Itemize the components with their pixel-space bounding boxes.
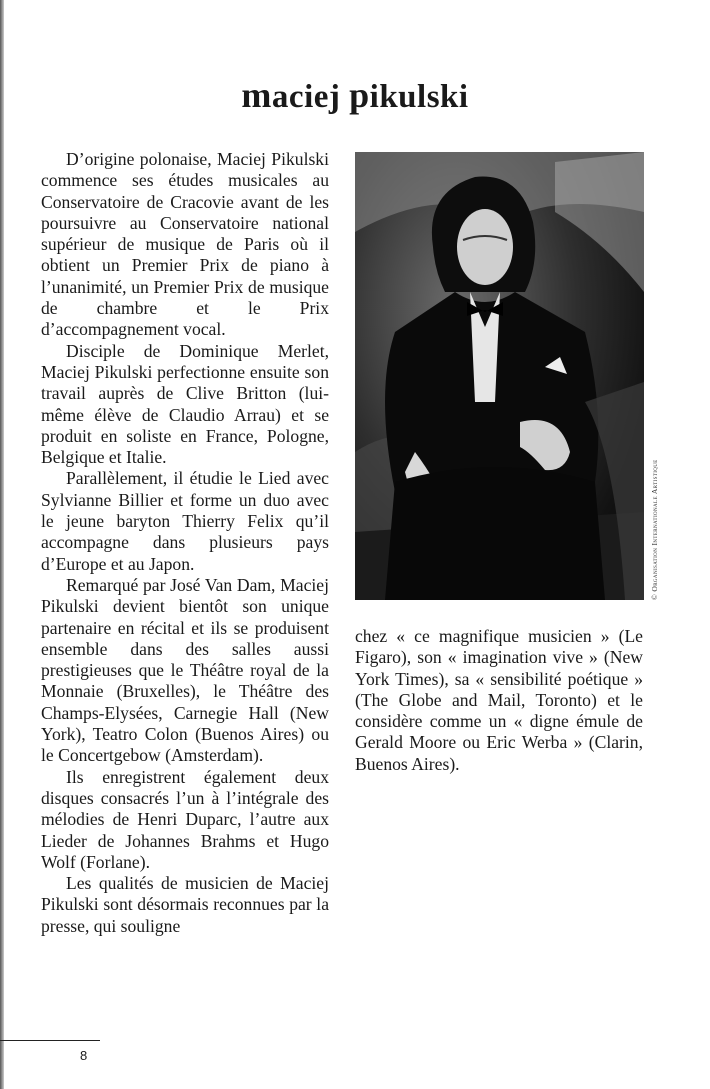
portrait-illustration	[355, 152, 644, 600]
title-initial-m: m	[241, 75, 272, 115]
biography-right-column	[355, 626, 643, 775]
footer-rule	[0, 1040, 100, 1041]
bio-paragraph-6: Les qualités de musicien de Maciej Pikulski sont désormais reconnues par la presse, qui souligne	[41, 873, 329, 936]
portrait-photo	[355, 152, 644, 600]
bio-paragraph-1: D’origine polonaise, Maciej Pikulski commence ses études musicales au Conservatoire de Cracovie avant de les poursuivre au Conservatoire national supérieur de musique de Paris où il obtient un Premier Prix de piano à l’unanimité, un Premier Prix de musique de chambre et le Prix d’accompagnement vocal.	[41, 149, 329, 340]
page-title	[0, 74, 710, 116]
photo-credit: © Organisation Internationale Artistique	[650, 459, 659, 600]
bio-paragraph-4: Remarqué par José Van Dam, Maciej Pikulski devient bientôt son unique partenaire en récital et ils se produisent ensemble dans des salles aussi prestigieuses que le Théâtre royal de la Monnaie (Bruxelles), le Théâtre des Champs-Elysées, Carnegie Hall (New York), Teatro Colon (Buenos Aires) ou le Concertgebow (Amsterdam).	[41, 574, 329, 766]
bio-paragraph-3: Parallèlement, il étudie le Lied avec Sylvianne Billier et forme un duo avec le jeune baryton Thierry Felix qu’il accompagne dans plusieurs pays d’Europe et au Japon.	[41, 468, 329, 574]
scan-edge-shadow	[0, 0, 4, 1089]
bio-paragraph-5: Ils enregistrent également deux disques consacrés l’un à l’intégrale des mélodies de Henri Duparc, l’autre aux Lieder de Johannes Brahms et Hugo Wolf (Forlane).	[41, 766, 329, 872]
bio-continuation-paragraph: chez « ce magnifique musicien » (Le Figaro), son « imagination vive » (New York Times), sa « sensibilité poétique » (The Globe and Mail, Toronto) et le considère comme un « digne émule de Gerald Moore ou Eric Werba » (Clarin, Buenos Aires).	[355, 626, 643, 774]
title-initial-p: p	[349, 75, 370, 115]
title-part-last-name: ikulski	[369, 79, 469, 115]
biography-left-column	[41, 149, 329, 937]
title-part-first-name: aciej	[271, 79, 350, 115]
bio-paragraph-2: Disciple de Dominique Merlet, Maciej Pikulski perfectionne ensuite son travail auprès de Clive Britton (lui-même élève de Claudio Arrau) et se produit en soliste en France, Pologne, Belgique et Italie.	[41, 340, 329, 468]
page-number: 8	[80, 1048, 88, 1063]
